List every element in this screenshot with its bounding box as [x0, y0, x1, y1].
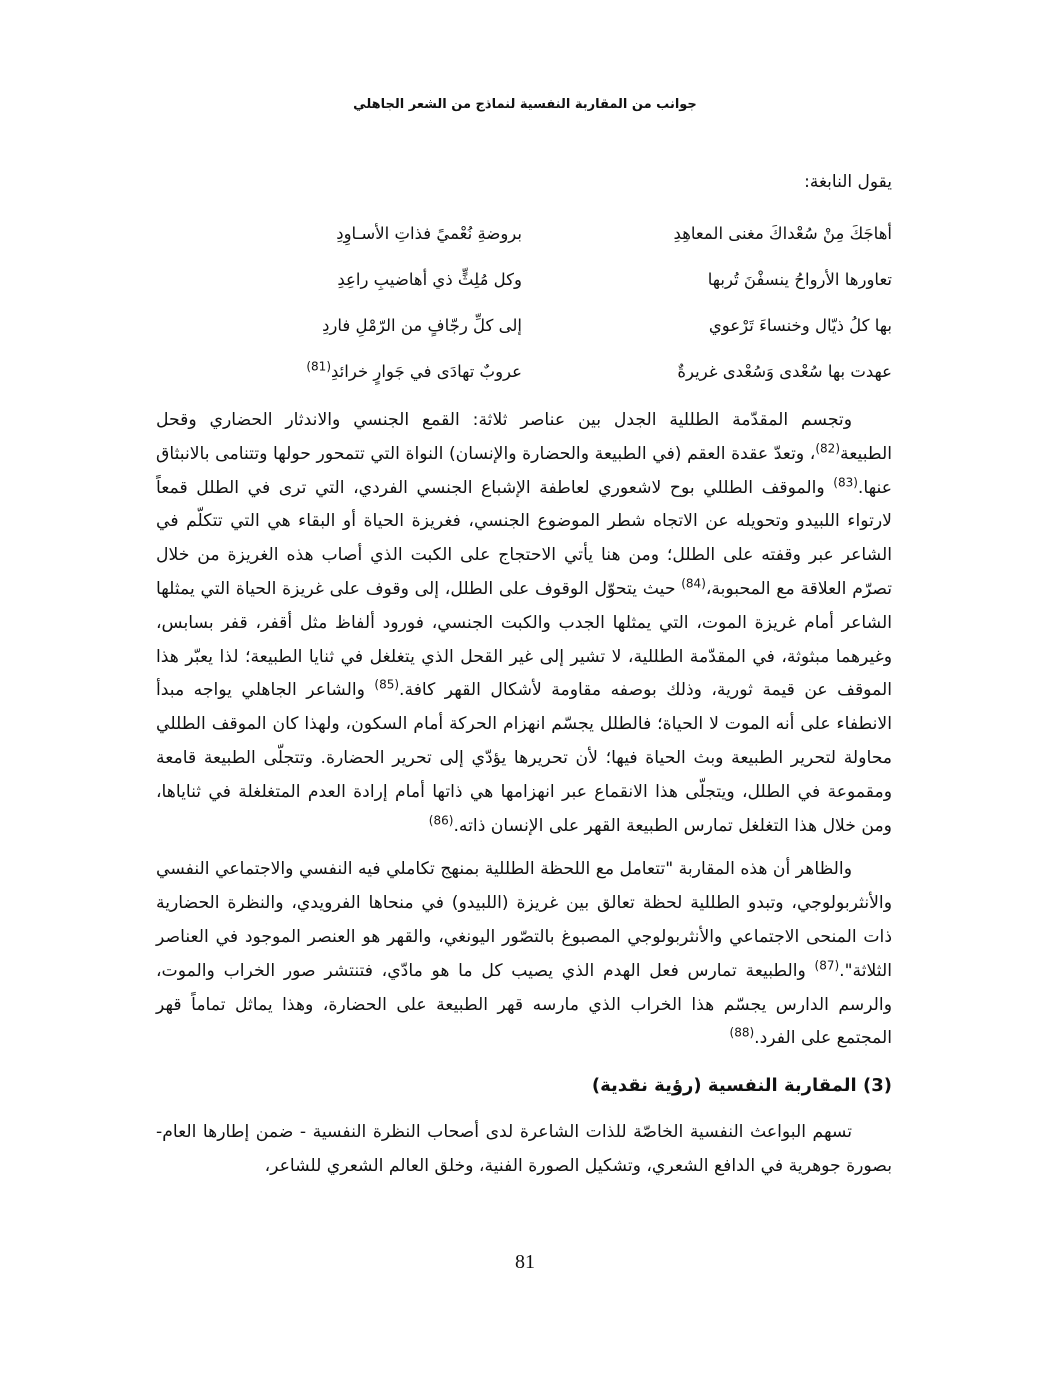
paragraph-2-part-1: والظاهر أن هذه المقاربة "تتعامل مع اللحظة الطللية بمنهج تكاملي فيه النفسي والاجتماعي النفسي والأنثربولوجي، وتبدو الطللية لحظة تعالق بين غريزة (اللبيدو) في منحاها الفرويدي، والنظرة الحضارية ذات المنحى الاجتماعي والأنثربولوجي المصبوغ بالتصّور اليونغي، والقهر هو العنصر الموجود في العناصر الثلاثة". [156, 859, 892, 981]
verse-3-second-hemistich: إلى كلِّ رجّافٍ من الرّمْلِ فاردِ [322, 315, 522, 335]
footnote-ref-86: (86) [428, 812, 454, 827]
footnote-ref-87: (87) [814, 958, 840, 973]
verse-2-first-hemistich: تعاورها الأرواحُ ينسفْنَ تُربها [707, 269, 892, 289]
poem-intro: يقول النابغة: [804, 172, 892, 192]
verse-1 [156, 210, 892, 256]
page-number: 81 [515, 1251, 535, 1273]
verse-4-first-hemistich: عهدت بها سُعْدى وَسُعْدى غريرةٌ [677, 361, 892, 381]
verse-4-second-hemistich [172, 359, 522, 381]
paragraph-2-part-2: والطبيعة تمارس فعل الهدم الذي يصيب كل ما هو مادّي، فتنتشر صور الخراب والموت، والرسم الدارس يجسّم هذا الخراب الذي مارسه قهر الطبيعة على الحضارة، وهذا يماثل تماماً قهر المجتمع على الفرد. [156, 960, 892, 1049]
paragraph-1 [156, 404, 892, 843]
footnote-ref-83: (83) [833, 474, 858, 489]
verse-4-second-text: عروبٌ تهادَى في جَوارٍ خرائدِ [331, 361, 522, 381]
paragraph-1-part-5: والشاعر الجاهلي يواجه مبدأ الانطفاء على أنه الموت لا الحياة؛ فالطلل يجسّم انهزام الحركة أمام السكون، ولهذا كان الموقف الطللي محاولة لتحرير الطبيعة وبث الحياة فيها؛ لأن تحريرها يؤدّي إلى تحرير الحضارة. وتتجلّى الطبيعة قامعة ومقموعة في الطلل، ويتجلّى هذا الانقماع عبر انهزامها هي ذاتها أمام إرادة العدم المتغلغلة في ثناياها، ومن خلال هذا التغلغل تمارس الطبيعة القهر على الإنسان ذاته. [156, 680, 892, 836]
poem [156, 210, 892, 394]
verse-2-second-hemistich: وكل مُلِثٍّ ذي أهاضيبِ راعِدِ [337, 269, 522, 289]
page-body [156, 168, 892, 1194]
section-heading: (3) المقاربة النفسية (رؤية نقدية) [591, 1075, 892, 1097]
verse-4 [156, 348, 892, 394]
verse-2 [156, 256, 892, 302]
verse-1-first-hemistich: أهاجَكَ مِنْ سُعْداكَ مغنى المعاهِدِ [673, 223, 892, 243]
verse-3 [156, 302, 892, 348]
footnote-ref-84: (84) [681, 576, 706, 591]
paragraph-1-part-3: والموقف الطللي بوح لاشعوري لعاطفة الإشباع الجنسي الفردي، التي ترى في الطلل قمعاً لارتواء اللبيدو وتحويله عن الاتجاه شطر الموضوع الجنسي، فغريزة الحياة أو البقاء هي التي تتكلّم في الشاعر عبر وقفته على الطلل؛ ومن هنا يأتي الاحتجاج على الكبت الذي أصاب هذه الغريزة من خلال تصرّم العلاقة مع المحبوبة، [156, 477, 893, 599]
paragraph-2 [156, 853, 892, 1056]
paragraph-1-part-2: ، وتعدّ عقدة العقم (في الطبيعة والحضارة والإنسان) النواة التي تتمحور حولها وتتنامى بالانبثاق عنها. [156, 443, 892, 498]
verse-1-second-hemistich: بروضةِ نُعْميً فذاتِ الأسـاوِدِ [336, 223, 522, 243]
running-header: جوانب من المقاربة النفسية لنماذج من الشعر الجاهلي [353, 97, 697, 112]
footnote-ref-82: (82) [815, 441, 840, 456]
footnote-ref-81: (81) [306, 359, 332, 373]
verse-3-first-hemistich: بها كلُ ذيّال وخنساءَ تَرْعوي [708, 315, 892, 335]
paragraph-3: تسهم البواعث النفسية الخاصّة للذات الشاعرة لدى أصحاب النظرة النفسية - ضمن إطارها العام- بصورة جوهرية في الدافع الشعري، وتشكيل الصورة الفنية، وخلق العالم الشعري للشاعر، [156, 1122, 892, 1176]
paragraph-1-part-4: حيث يتحوّل الوقوف على الطلل، إلى وقوف على غريزة الحياة التي يمثلها الشاعر أمام غريزة الموت، التي يمثلها الجدب والكبت الجنسي، فورود ألفاظ مثل أقفر، قفر بسابس، وغيرهما مبثوثة، في المقدّمة الطللية، لا تشير إلى غير القحل الذي يتغلغل في ثنايا الطبيعة؛ لذا يعبّر هذا الموقف عن قيمة ثورية، وذلك بوصفه مقاومة لأشكال القهر كافة. [156, 578, 892, 701]
footnote-ref-85: (85) [374, 677, 400, 692]
paragraph-1-part-1: وتجسم المقدّمة الطللية الجدل بين عناصر ثلاثة: القمع الجنسي والاندثار الحضاري وقحل الطبيعة [156, 410, 892, 464]
footnote-ref-88: (88) [729, 1025, 755, 1040]
